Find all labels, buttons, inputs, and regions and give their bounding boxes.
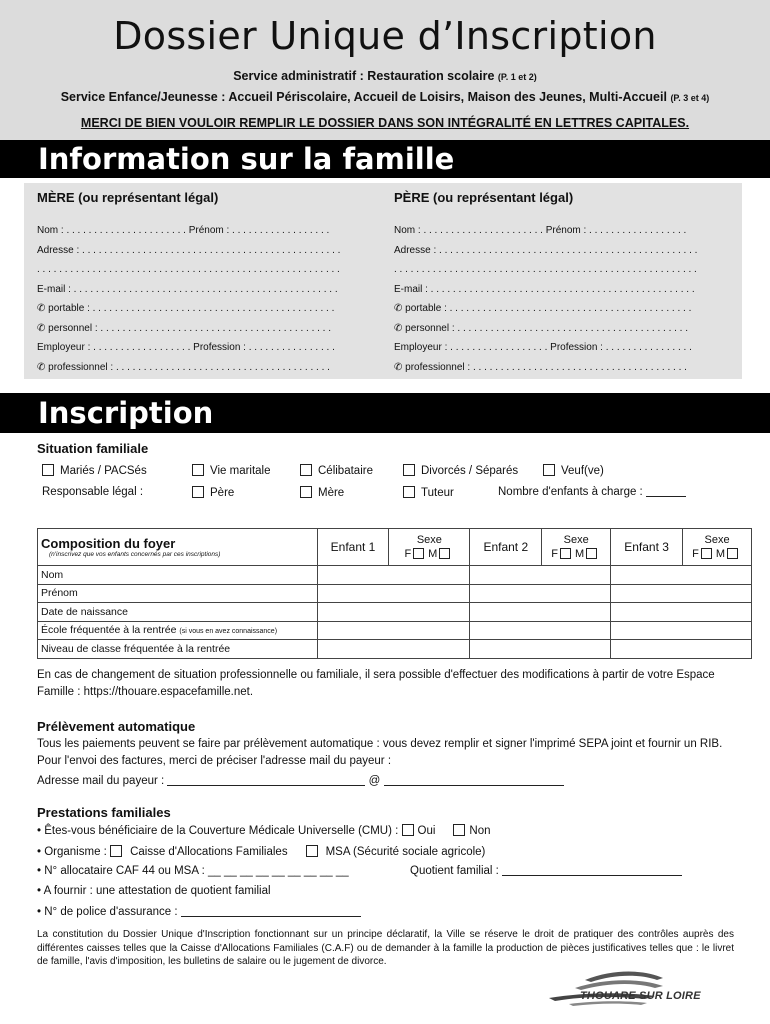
father-adresse-field[interactable]: Adresse : . . . . . . . . . . . . . . . . . . . . . . . . . . . . . . . . . . . . . . . . . . . . . . . bbox=[394, 244, 698, 256]
caf-label: Caisse d'Allocations Familiales bbox=[130, 846, 288, 858]
quotient-input[interactable] bbox=[502, 875, 682, 876]
family-info-box bbox=[24, 183, 742, 379]
celibataire-label: Célibataire bbox=[318, 465, 373, 477]
row-label-nom: Nom bbox=[38, 566, 318, 585]
prestations-title: Prestations familiales bbox=[37, 805, 171, 820]
fournir-note: • A fournir : une attestation de quotient familial bbox=[37, 885, 271, 897]
mother-portable-field[interactable]: ✆ portable : . . . . . . . . . . . . . . . . . . . . . . . . . . . . . . . . . . . . . . . . . . . . bbox=[37, 303, 335, 314]
enfant3-ecole-cell[interactable] bbox=[611, 621, 752, 640]
section-famille-title: Information sur la famille bbox=[0, 140, 770, 178]
payeur-mail-user-input[interactable] bbox=[167, 785, 365, 786]
f-label: F bbox=[692, 548, 699, 560]
table-row bbox=[38, 621, 752, 640]
allocataire-field[interactable]: • N° allocataire CAF 44 ou MSA : __ __ __ __ __ __ __ __ __ bbox=[37, 865, 349, 877]
enfant3-sexe bbox=[683, 529, 752, 566]
nb-enfants-field[interactable] bbox=[498, 486, 686, 498]
situation-familiale-title: Situation familiale bbox=[37, 441, 149, 456]
enfant3-naissance-cell[interactable] bbox=[611, 603, 752, 622]
enfant3-prenom-cell[interactable] bbox=[611, 584, 752, 603]
checkbox-icon[interactable] bbox=[403, 464, 415, 476]
row-label-ecole bbox=[38, 621, 318, 640]
checkbox-tuteur[interactable] bbox=[403, 486, 454, 499]
f-label: F bbox=[551, 548, 558, 560]
organisme-row bbox=[37, 845, 485, 858]
father-nom-field[interactable]: Nom : . . . . . . . . . . . . . . . . . . . . . . Prénom : . . . . . . . . . . . . . . . . . . bbox=[394, 225, 687, 236]
service-admin-text: Service administratif : Restauration scolaire bbox=[233, 69, 495, 83]
enfant2-sexe bbox=[542, 529, 611, 566]
checkbox-icon[interactable] bbox=[543, 464, 555, 476]
mother-professionnel-field[interactable]: ✆ professionnel : . . . . . . . . . . . . . . . . . . . . . . . . . . . . . . . . . . . . . . . bbox=[37, 361, 330, 373]
checkbox-icon[interactable] bbox=[110, 845, 122, 857]
checkbox-icon[interactable] bbox=[192, 486, 204, 498]
composition-table bbox=[37, 528, 752, 659]
enfant2-naissance-cell[interactable] bbox=[470, 603, 611, 622]
checkbox-icon[interactable] bbox=[300, 486, 312, 498]
mother-heading: MÈRE (ou représentant légal) bbox=[37, 190, 219, 205]
checkbox-celibataire[interactable] bbox=[300, 464, 373, 477]
mere-label: Mère bbox=[318, 487, 345, 499]
row-label-niveau: Niveau de classe fréquentée à la rentrée bbox=[38, 640, 318, 659]
checkbox-divorces[interactable] bbox=[403, 464, 518, 477]
nb-enfants-label: Nombre d'enfants à charge : bbox=[498, 486, 643, 498]
veuf-label: Veuf(ve) bbox=[561, 465, 604, 477]
mother-adresse-field[interactable]: Adresse : . . . . . . . . . . . . . . . . . . . . . . . . . . . . . . . . . . . . . . . . . . . . . . . bbox=[37, 244, 341, 256]
service-administratif bbox=[0, 69, 770, 83]
prelevement-text: Tous les paiements peuvent se faire par prélèvement automatique : vous devez remplir et signer l'imprimé SEPA joint et fournir un RIB. Pour l'envoi des factures, merci de préciser l'adresse mail du payeur : bbox=[37, 738, 723, 767]
instructions: MERCI DE BIEN VOULOIR REMPLIR LE DOSSIER DANS SON INTÉGRALITÉ EN LETTRES CAPITALES. bbox=[80, 116, 690, 130]
father-heading: PÈRE (ou représentant légal) bbox=[394, 190, 574, 205]
enfant1-sexe bbox=[389, 529, 470, 566]
payeur-mail-field[interactable] bbox=[37, 775, 564, 787]
payeur-mail-domain-input[interactable] bbox=[384, 785, 564, 786]
enfant2-header: Enfant 2 bbox=[470, 529, 542, 566]
service-enfance bbox=[0, 90, 770, 104]
composition-note: (n'inscrivez que vos enfants concernés par ces inscriptions) bbox=[49, 551, 221, 558]
quotient-label: Quotient familial : bbox=[410, 865, 499, 877]
enfant3-nom-cell[interactable] bbox=[611, 566, 752, 585]
checkbox-icon[interactable] bbox=[403, 486, 415, 498]
service-enfance-pages: (P. 3 et 4) bbox=[670, 93, 710, 103]
maries-label: Mariés / PACSés bbox=[60, 465, 147, 477]
father-column bbox=[394, 183, 734, 377]
enfant3-niveau-cell[interactable] bbox=[611, 640, 752, 659]
father-portable-field[interactable]: ✆ portable : . . . . . . . . . . . . . . . . . . . . . . . . . . . . . . . . . . . . . . . . . . . . bbox=[394, 303, 692, 314]
police-input[interactable] bbox=[181, 916, 361, 917]
checkbox-icon[interactable] bbox=[439, 548, 450, 559]
cmu-oui-label: Oui bbox=[417, 825, 436, 837]
ecole-label: École fréquentée à la rentrée bbox=[41, 624, 177, 637]
enfant1-prenom-cell[interactable] bbox=[317, 584, 470, 603]
msa-label: MSA (Sécurité sociale agricole) bbox=[325, 846, 486, 858]
father-employeur-field[interactable]: Employeur : . . . . . . . . . . . . . . . . . . Profession : . . . . . . . . . . . . . . . . bbox=[394, 342, 692, 353]
checkbox-maries[interactable] bbox=[42, 464, 147, 477]
mother-nom-field[interactable]: Nom : . . . . . . . . . . . . . . . . . . . . . . Prénom : . . . . . . . . . . . . . . . . . . bbox=[37, 225, 330, 236]
cmu-non-label: Non bbox=[469, 825, 491, 837]
checkbox-icon[interactable] bbox=[192, 464, 204, 476]
at-sign: @ bbox=[368, 775, 381, 787]
divorces-label: Divorcés / Séparés bbox=[421, 465, 519, 477]
page-title: Dossier Unique d’Inscription bbox=[113, 14, 657, 58]
organisme-label: • Organisme : bbox=[37, 846, 107, 858]
row-label-prenom: Prénom bbox=[38, 584, 318, 603]
father-email-field[interactable]: E-mail : . . . . . . . . . . . . . . . . . . . . . . . . . . . . . . . . . . . . . . . . . . . . . . . . bbox=[394, 283, 695, 295]
tuteur-label: Tuteur bbox=[421, 487, 454, 499]
f-label: F bbox=[404, 548, 412, 560]
enfant1-nom-cell[interactable] bbox=[317, 566, 470, 585]
service-admin-pages: (P. 1 et 2) bbox=[497, 72, 537, 82]
checkbox-icon[interactable] bbox=[413, 548, 424, 559]
cmu-label: • Êtes-vous bénéficiaire de la Couverture Médicale Universelle (CMU) : bbox=[37, 825, 399, 837]
checkbox-mere[interactable] bbox=[300, 486, 344, 499]
mother-employeur-field[interactable]: Employeur : . . . . . . . . . . . . . . . . . . Profession : . . . . . . . . . . . . . . . . bbox=[37, 342, 335, 353]
mother-adresse-line2[interactable]: . . . . . . . . . . . . . . . . . . . . . . . . . . . . . . . . . . . . . . . . . . . . . . . . . . . . . . . bbox=[37, 264, 340, 275]
table-row bbox=[38, 566, 752, 585]
checkbox-icon[interactable] bbox=[727, 548, 738, 559]
table-header-row bbox=[38, 529, 752, 566]
nb-enfants-input[interactable] bbox=[646, 496, 686, 497]
sexe-label: Sexe bbox=[704, 534, 730, 546]
change-notice: En cas de changement de situation professionnelle ou familiale, il sera possible d'effectuer des modifications à partir de votre Espace Famille : https://thouare.espacefamille.net. bbox=[37, 669, 715, 698]
prelevement-title: Prélèvement automatique bbox=[37, 719, 196, 734]
m-label: M bbox=[428, 548, 438, 560]
enfant2-ecole-cell[interactable] bbox=[470, 621, 611, 640]
enfant2-niveau-cell[interactable] bbox=[470, 640, 611, 659]
enfant1-header: Enfant 1 bbox=[317, 529, 389, 566]
cmu-row bbox=[37, 824, 491, 837]
table-row bbox=[38, 584, 752, 603]
checkbox-icon[interactable] bbox=[453, 824, 465, 836]
pere-label: Père bbox=[210, 487, 235, 499]
quotient-field[interactable] bbox=[410, 865, 682, 877]
header bbox=[0, 0, 770, 140]
mother-email-field[interactable]: E-mail : . . . . . . . . . . . . . . . . . . . . . . . . . . . . . . . . . . . . . . . . . . . . . . . . bbox=[37, 283, 338, 295]
vie-maritale-label: Vie maritale bbox=[210, 465, 271, 477]
checkbox-icon[interactable] bbox=[300, 464, 312, 476]
ecole-note: (si vous en avez connaissance) bbox=[179, 628, 278, 636]
checkbox-icon[interactable] bbox=[560, 548, 571, 559]
father-personnel-field[interactable]: ✆ personnel : . . . . . . . . . . . . . . . . . . . . . . . . . . . . . . . . . . . . . . . . . . bbox=[394, 322, 689, 334]
police-field[interactable] bbox=[37, 906, 361, 918]
row-label-naissance: Date de naissance bbox=[38, 603, 318, 622]
enfant3-header: Enfant 3 bbox=[611, 529, 683, 566]
m-label: M bbox=[574, 548, 585, 560]
payeur-mail-label: Adresse mail du payeur : bbox=[37, 775, 165, 787]
father-professionnel-field[interactable]: ✆ professionnel : . . . . . . . . . . . . . . . . . . . . . . . . . . . . . . . . . . . . . . . bbox=[394, 361, 687, 373]
mother-column bbox=[37, 183, 377, 377]
mother-personnel-field[interactable]: ✆ personnel : . . . . . . . . . . . . . . . . . . . . . . . . . . . . . . . . . . . . . . . . . . bbox=[37, 322, 332, 334]
composition-header-cell bbox=[38, 529, 318, 566]
logo-text: THOUARE SUR LOIRE bbox=[580, 990, 701, 1002]
sexe-label: Sexe bbox=[563, 534, 589, 546]
enfant1-ecole-cell[interactable] bbox=[317, 621, 470, 640]
sexe-label: Sexe bbox=[416, 534, 442, 546]
table-row bbox=[38, 603, 752, 622]
service-enfance-text: Service Enfance/Jeunesse : Accueil Périscolaire, Accueil de Loisirs, Maison des Jeunes, Multi-Accueil bbox=[60, 90, 667, 104]
enfant2-nom-cell[interactable] bbox=[470, 566, 611, 585]
checkbox-icon[interactable] bbox=[701, 548, 712, 559]
m-label: M bbox=[715, 548, 725, 560]
table-row bbox=[38, 640, 752, 659]
father-adresse-line2[interactable]: . . . . . . . . . . . . . . . . . . . . . . . . . . . . . . . . . . . . . . . . . . . . . . . . . . . . . . . bbox=[394, 264, 697, 275]
section-inscription-title: Inscription bbox=[0, 393, 770, 433]
checkbox-vie-maritale[interactable] bbox=[192, 464, 271, 477]
checkbox-icon[interactable] bbox=[306, 845, 318, 857]
fine-print: La constitution du Dossier Unique d'Inscription fonctionnant sur un principe déclaratif, la Ville se réserve le droit de pratiquer des contrôles auprès des différentes caisses telles que la Caisse d'Allocations Familiales (C.A.F) ou de demander à la famille la production de pièces justificatives telles que : le livret de famille, l'avis d'imposition, les bulletins de salaire ou le jugement de divorce. bbox=[37, 929, 734, 967]
checkbox-pere[interactable] bbox=[192, 486, 234, 499]
enfant1-naissance-cell[interactable] bbox=[317, 603, 470, 622]
responsable-legal-label: Responsable légal : bbox=[42, 486, 144, 498]
composition-title: Composition du foyer bbox=[41, 536, 176, 551]
police-label: • N° de police d'assurance : bbox=[37, 906, 178, 918]
checkbox-icon[interactable] bbox=[586, 548, 597, 559]
enfant2-prenom-cell[interactable] bbox=[470, 584, 611, 603]
checkbox-icon[interactable] bbox=[402, 824, 414, 836]
enfant1-niveau-cell[interactable] bbox=[317, 640, 470, 659]
checkbox-icon[interactable] bbox=[42, 464, 54, 476]
checkbox-veuf[interactable] bbox=[543, 464, 604, 477]
